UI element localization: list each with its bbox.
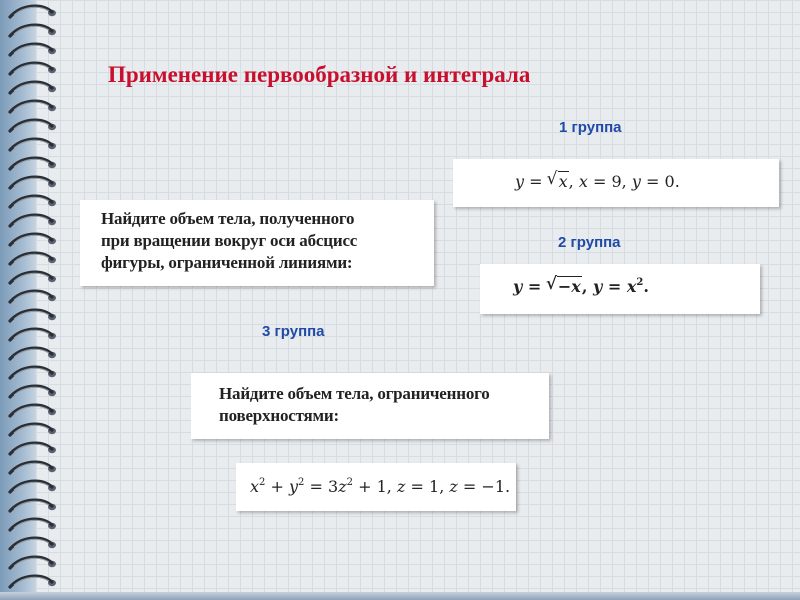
spiral-ring bbox=[10, 405, 56, 416]
spiral-ring bbox=[10, 329, 56, 340]
group-2-formula: y = √ −x, $y = x^2$. bbox=[513, 277, 649, 296]
spiral-ring bbox=[10, 177, 56, 188]
task-revolution-text: Найдите объем тела, полученного при вращении вокруг оси абсцисс фигуры, ограниченной линиями: bbox=[101, 209, 358, 272]
spiral-ring bbox=[10, 424, 56, 435]
spiral-ring bbox=[10, 443, 56, 454]
spiral-ring bbox=[10, 462, 56, 473]
group-3-formula: $x^2 + y^2 = 3z^2 + 1$, z = 1, z = −1. bbox=[250, 477, 511, 496]
spiral-ring bbox=[10, 139, 56, 150]
sqrt-symbol: √ −x bbox=[547, 277, 582, 296]
spiral-ring bbox=[10, 576, 56, 587]
spiral-ring bbox=[10, 481, 56, 492]
spiral-ring bbox=[10, 25, 56, 36]
spiral-ring bbox=[10, 310, 56, 321]
spiral-ring bbox=[10, 215, 56, 226]
slide-title: Применение первообразной и интеграла bbox=[108, 62, 531, 87]
group-3-task-text: Найдите объем тела, ограниченного поверхностями: bbox=[219, 384, 490, 425]
spiral-ring bbox=[10, 272, 56, 283]
group-1-formula-box bbox=[453, 159, 779, 207]
spiral-ring bbox=[10, 158, 56, 169]
spiral-ring bbox=[10, 234, 56, 245]
notebook-spiral-binding bbox=[8, 0, 68, 600]
spiral-ring bbox=[10, 557, 56, 568]
spiral-ring bbox=[10, 291, 56, 302]
group-3-label: 3 группа bbox=[262, 323, 325, 340]
spiral-ring bbox=[10, 82, 56, 93]
group-1-label: 1 группа bbox=[559, 119, 622, 136]
task-revolution-box bbox=[80, 200, 434, 286]
spiral-ring bbox=[10, 63, 56, 74]
group-3-formula-box bbox=[236, 463, 516, 511]
group-2-formula-box bbox=[480, 264, 760, 314]
spiral-ring bbox=[10, 348, 56, 359]
spiral-ring bbox=[10, 196, 56, 207]
group-2-label: 2 группа bbox=[558, 234, 621, 251]
spiral-ring bbox=[10, 253, 56, 264]
spiral-ring bbox=[10, 519, 56, 530]
spiral-ring bbox=[10, 386, 56, 397]
spiral-ring bbox=[10, 120, 56, 131]
spiral-ring bbox=[10, 367, 56, 378]
spiral-ring bbox=[10, 538, 56, 549]
sqrt-symbol: √ x bbox=[548, 172, 569, 191]
group-1-formula: y = √ x, x = 9, y = 0. bbox=[515, 172, 680, 191]
spiral-ring bbox=[10, 6, 56, 17]
bottom-bar bbox=[0, 592, 800, 600]
spiral-ring bbox=[10, 500, 56, 511]
spiral-ring bbox=[10, 101, 56, 112]
group-3-task-box bbox=[191, 373, 549, 439]
spiral-ring bbox=[10, 44, 56, 55]
